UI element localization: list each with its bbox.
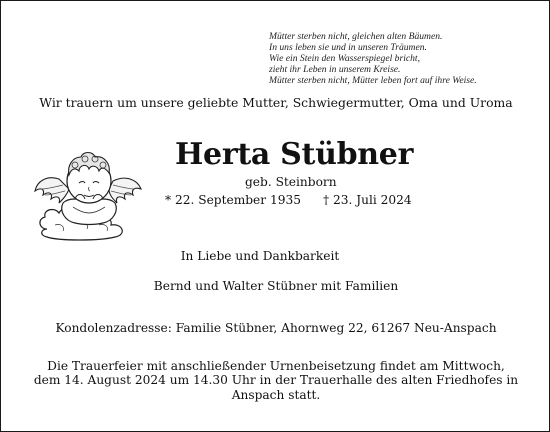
life-dates	[165, 193, 412, 207]
death-date: † 23. Juli 2024	[323, 193, 412, 207]
mourners-text: Bernd und Walter Stübner mit Familien	[153, 279, 399, 293]
service-line: Die Trauerfeier mit anschließender Urnenbeisetzung findet am Mittwoch,	[47, 359, 505, 373]
poem-line: Mütter sterben nicht, Mütter leben fort auf ihre Weise.	[269, 75, 477, 86]
poem-line: In uns leben sie und in unseren Träumen.	[269, 42, 427, 53]
service-info	[19, 359, 533, 402]
poem-line: Wie ein Stein den Wasserspiegel bricht,	[269, 53, 420, 64]
condolence-address: Kondolenzadresse: Familie Stübner, Ahornweg 22, 61267 Neu-Anspach	[55, 321, 497, 335]
closing-text: In Liebe und Dankbarkeit	[180, 249, 340, 263]
cherub-icon	[29, 137, 149, 247]
poem-line: zieht ihr Leben in unserem Kreise.	[269, 64, 401, 75]
birth-name: geb. Steinborn	[245, 175, 337, 189]
poem-line: Mütter sterben nicht, gleichen alten Bäumen.	[269, 31, 443, 42]
intro-text: Wir trauern um unsere geliebte Mutter, Schwiegermutter, Oma und Uroma	[39, 95, 513, 110]
service-line: dem 14. August 2024 um 14.30 Uhr in der Trauerhalle des alten Friedhofes in	[33, 373, 519, 388]
deceased-name: Herta Stübner	[175, 137, 414, 172]
birth-date: * 22. September 1935	[165, 193, 301, 207]
service-line: Anspach statt.	[231, 387, 321, 402]
poem	[269, 31, 539, 86]
